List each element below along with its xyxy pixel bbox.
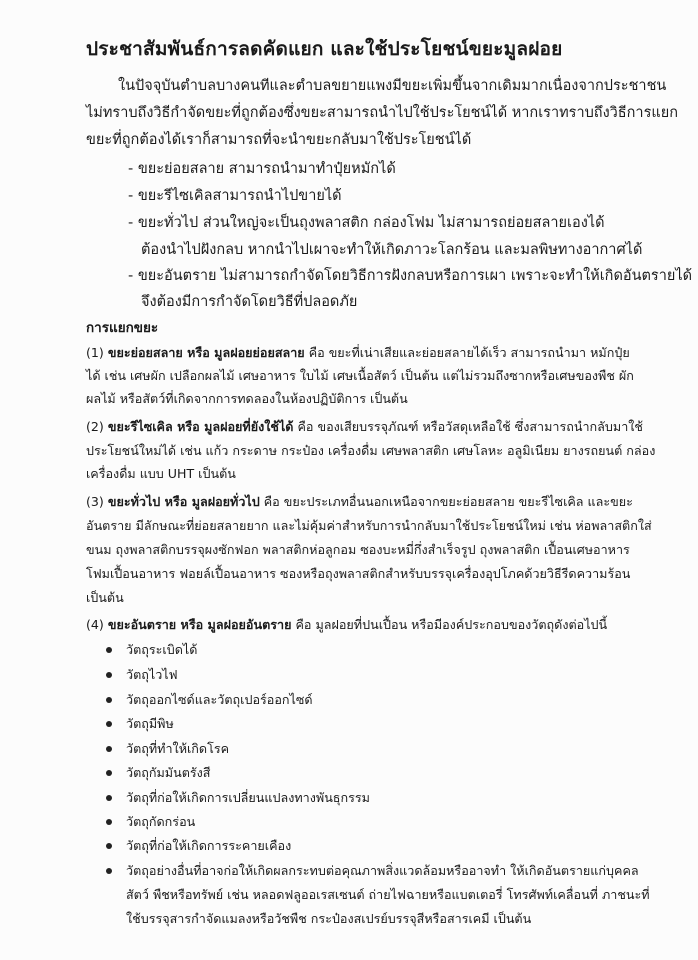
category-item-1 [86, 343, 630, 363]
item-number: (1) [86, 345, 108, 360]
bullet-item: วัตถุมีพิษ [106, 714, 174, 734]
bullet-item: วัตถุกัมมันตรังสี [106, 763, 211, 783]
bullet-item: วัตถุอย่างอื่นที่อาจก่อให้เกิดผลกระทบต่อคุณภาพสิ่งแวดล้อมหรืออาจทำ ให้เกิดอันตรายแก่บุคคล [106, 861, 639, 881]
paragraph-line: ได้ เช่น เศษผัก เปลือกผลไม้ เศษอาหาร ใบไม้ เศษเนื้อสัตว์ เป็นต้น แต่ไม่รวมถึงซากหรือเศษของพืช ผัก [86, 368, 634, 383]
page-title: ประชาสัมพันธ์การลดคัดแยก และใช้ประโยชน์ขยะมูลฝอย [86, 38, 563, 60]
bullet-item: วัตถุที่ก่อให้เกิดการเปลี่ยนแปลงทางพันธุกรรม [106, 788, 370, 808]
dash-list-item: - ขยะย่อยสลาย สามารถนำมาทำปุ๋ยหมักได้ [128, 161, 396, 177]
item-term: ขยะรีไซเคิล หรือ มูลฝอยที่ยังใช้ได้ [107, 419, 294, 434]
dash-list-continuation: ต้องนำไปฝังกลบ หากนำไปเผาจะทำให้เกิดภาวะโลกร้อน และมลพิษทางอากาศได้ [141, 242, 643, 258]
item-term: ขยะทั่วไป หรือ มูลฝอยทั่วไป [107, 494, 260, 509]
intro-line: ไม่ทราบถึงวิธีกำจัดขยะที่ถูกต้องซึ่งขยะสามารถนำไปใช้ประโยชน์ได้ หากเราทราบถึงวิธีการแยก [86, 105, 678, 121]
item-definition: คือ ขยะที่เน่าเสียและย่อยสลายได้เร็ว สามารถนำมา หมักปุ๋ย [304, 345, 630, 360]
bullet-item: วัตถุที่ก่อให้เกิดการระคายเคือง [106, 836, 291, 856]
bullet-dot-icon [106, 672, 112, 678]
intro-line: ในปัจจุบันตำบลบางคนทีและตำบลขยายแพงมีขยะเพิ่มขึ้นจากเดิมมากเนื่องจากประชาชน [118, 78, 667, 94]
paragraph-line: ประโยชน์ใหม่ได้ เช่น แก้ว กระดาษ กระป๋อง เครื่องดื่ม เศษพลาสติก เศษโลหะ อลูมิเนียม ยางรถยนต์ กล่อง [86, 443, 656, 458]
paragraph-line: ขนม ถุงพลาสติกบรรจุผงซักฟอก พลาสติกห่อลูกอม ซองบะหมี่กึ่งสำเร็จรูป ถุงพลาสติก เปื้อนเศษอาหาร [86, 542, 630, 557]
item-definition: คือ ขยะประเภทอื่นนอกเหนือจากขยะย่อยสลาย ขยะรีไซเคิล และขยะ [259, 494, 633, 509]
bullet-item: วัตถุไวไฟ [106, 665, 178, 685]
item-definition: คือ มูลฝอยที่ปนเปื้อน หรือมีองค์ประกอบของวัตถุดังต่อไปนี้ [291, 617, 608, 632]
bullet-item: วัตถุออกไซด์และวัตถุเปอร์ออกไซด์ [106, 690, 313, 710]
bullet-item: วัตถุระเบิดได้ [106, 640, 197, 660]
bullet-continuation: ใช้บรรจุสารกำจัดแมลงหรือวัชพืช กระป๋องสเปรย์บรรจุสีหรือสารเคมี เป็นต้น [126, 911, 532, 926]
item-number: (3) [86, 494, 108, 509]
bullet-item: วัตถุที่ทำให้เกิดโรค [106, 739, 229, 759]
item-number: (4) [86, 617, 108, 632]
bullet-dot-icon [106, 721, 112, 727]
paragraph-line: เครื่องดื่ม แบบ UHT เป็นต้น [86, 466, 236, 481]
intro-line: ขยะที่ถูกต้องได้เราก็สามารถที่จะนำขยะกลับมาใช้ประโยชน์ได้ [86, 132, 472, 148]
item-term: ขยะย่อยสลาย หรือ มูลฝอยย่อยสลาย [107, 345, 305, 360]
dash-list-item: - ขยะทั่วไป ส่วนใหญ่จะเป็นถุงพลาสติก กล่องโฟม ไม่สามารถย่อยสลายเองได้ [128, 215, 605, 231]
paragraph-line: โฟมเปื้อนอาหาร ฟอยล์เปื้อนอาหาร ซองหรือถุงพลาสติกสำหรับบรรจุเครื่องอุปโภคด้วยวิธีรีดความร้อน [86, 566, 631, 581]
bullet-dot-icon [106, 795, 112, 801]
category-item-4 [86, 615, 607, 635]
item-number: (2) [86, 419, 108, 434]
bullet-dot-icon [106, 647, 112, 653]
dash-list-continuation: จึงต้องมีการกำจัดโดยวิธีที่ปลอดภัย [141, 294, 358, 310]
paragraph-line: ผลไม้ หรือสัตว์ที่เกิดจากการทดลองในห้องปฏิบัติการ เป็นต้น [86, 391, 408, 406]
category-item-2 [86, 417, 643, 437]
bullet-dot-icon [106, 770, 112, 776]
bullet-dot-icon [106, 746, 112, 752]
paragraph-line: อันตราย มีลักษณะที่ย่อยสลายยาก และไม่คุ้มค่าสำหรับการนำกลับมาใช้ประโยชน์ใหม่ เช่น ห่อพลาสติกใส่ [86, 518, 652, 533]
bullet-item: วัตถุกัดกร่อน [106, 812, 195, 832]
bullet-dot-icon [106, 819, 112, 825]
section-heading: การแยกขยะ [86, 320, 159, 336]
dash-list-item: - ขยะอันตราย ไม่สามารถกำจัดโดยวิธีการฝังกลบหรือการเผา เพราะจะทำให้เกิดอันตรายได้ [128, 268, 693, 284]
bullet-dot-icon [106, 868, 112, 874]
paragraph-line: เป็นต้น [86, 590, 124, 605]
bullet-continuation: สัตว์ พืชหรือทรัพย์ เช่น หลอดฟลูออเรสเซนต์ ถ่ายไฟฉายหรือแบตเตอรี่ โทรศัพท์เคลื่อนที่ ภาชนะที่ [126, 887, 650, 902]
bullet-dot-icon [106, 843, 112, 849]
dash-list-item: - ขยะรีไซเคิลสามารถนำไปขายได้ [128, 188, 342, 204]
item-definition: คือ ของเสียบรรจุภัณฑ์ หรือวัสดุเหลือใช้ ซึ่งสามารถนำกลับมาใช้ [293, 419, 643, 434]
item-term: ขยะอันตราย หรือ มูลฝอยอันตราย [107, 617, 292, 632]
category-item-3 [86, 492, 633, 512]
bullet-dot-icon [106, 697, 112, 703]
